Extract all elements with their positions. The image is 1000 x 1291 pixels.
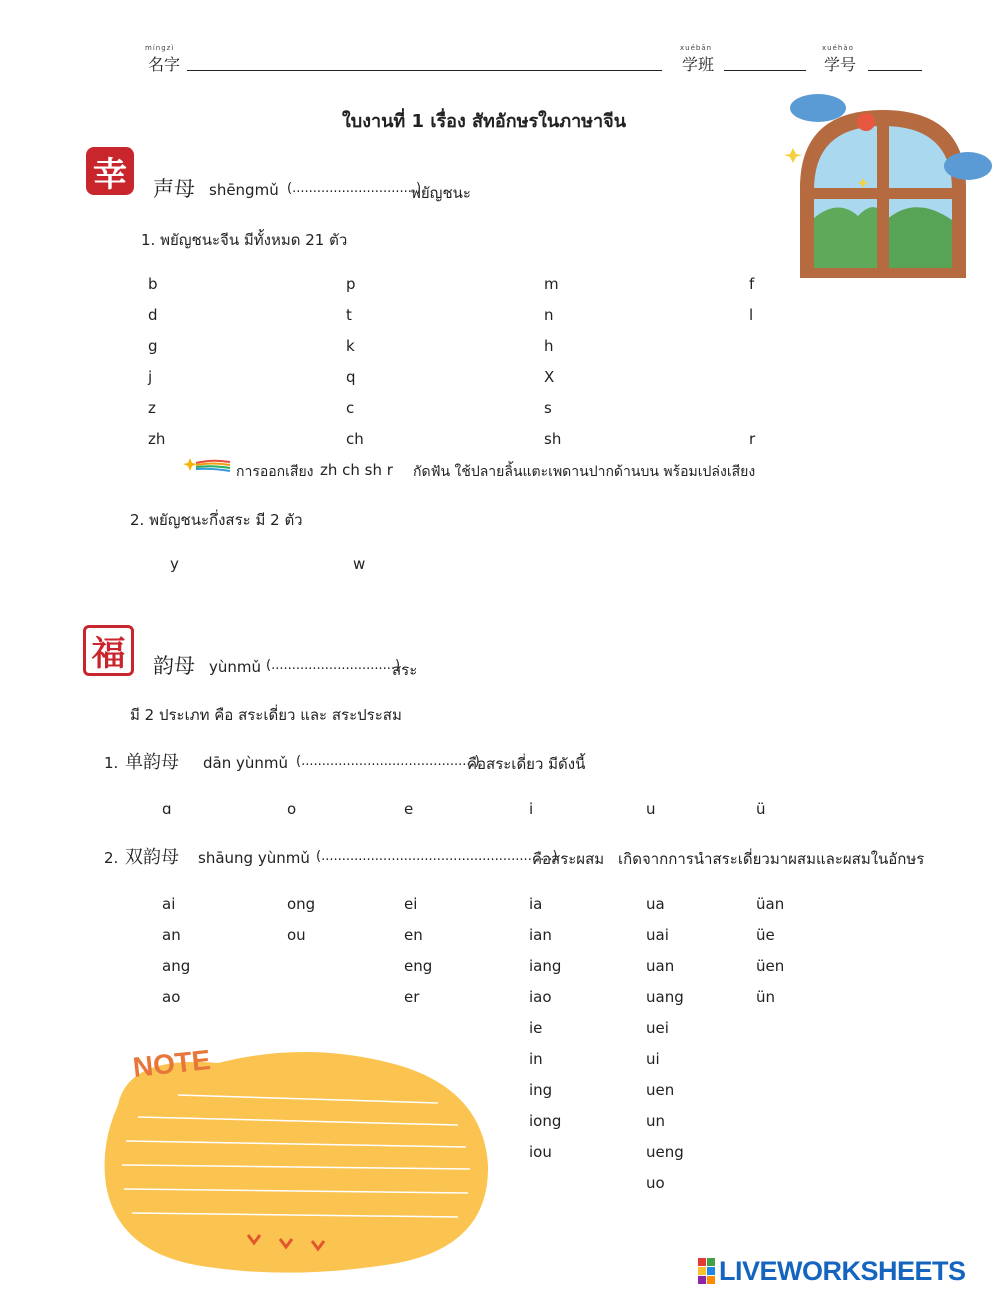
- compound-vowel: ao: [162, 988, 181, 1006]
- compound-vowel: üan: [756, 895, 785, 913]
- number-label: 学号: [824, 55, 857, 74]
- compound-vowel: ie: [529, 1019, 543, 1037]
- shengmu-chinese: 声母: [153, 177, 195, 201]
- consonant: c: [346, 399, 355, 417]
- compound-vowel: uo: [646, 1174, 665, 1192]
- yunmu-thai: สระ: [392, 661, 418, 679]
- shengmu-blank[interactable]: (..............................): [287, 181, 422, 196]
- compound-vowel: ian: [529, 926, 552, 944]
- compound-number: 2.: [104, 849, 119, 867]
- compound-vowel: in: [529, 1050, 543, 1068]
- consonant: ch: [346, 430, 364, 448]
- compound-vowel: ou: [287, 926, 306, 944]
- consonant: n: [544, 306, 554, 324]
- compound-vowel: uan: [646, 957, 675, 975]
- compound-vowel: üe: [756, 926, 775, 944]
- footer-brand: LIVEWORKSHEETS: [719, 1255, 966, 1286]
- consonant: m: [544, 275, 559, 293]
- compound-vowel: uen: [646, 1081, 675, 1099]
- name-label: 名字: [148, 55, 181, 74]
- shengmu-thai: พยัญชนะ: [411, 184, 471, 202]
- consonant: d: [148, 306, 158, 324]
- fortune-seal: 福: [83, 625, 134, 676]
- luck-seal: 幸: [86, 147, 134, 195]
- class-label: 学班: [682, 55, 715, 74]
- single-vowel: ɑ: [162, 800, 172, 818]
- compound-vowel: ia: [529, 895, 543, 913]
- compound-vowel: eng: [404, 957, 433, 975]
- yunmu-blank[interactable]: (..............................): [266, 658, 401, 673]
- compound-vowel: ing: [529, 1081, 553, 1099]
- compound-vowel: ang: [162, 957, 191, 975]
- compound-vowel: er: [404, 988, 420, 1006]
- consonant: f: [749, 275, 755, 293]
- compound-vowel: ei: [404, 895, 418, 913]
- compound-vowel: ueng: [646, 1143, 684, 1161]
- compound-pinyin: shāung yùnmǔ: [198, 849, 310, 867]
- note-card-label: NOTE: [131, 1044, 212, 1083]
- pronunciation-letters: zh ch sh r: [320, 461, 393, 479]
- compound-vowel: üen: [756, 957, 785, 975]
- question-1: 1. พยัญชนะจีน มีทั้งหมด 21 ตัว: [141, 231, 348, 249]
- compound-vowel: ua: [646, 895, 665, 913]
- liveworksheets-logo: [698, 1255, 966, 1286]
- consonant: k: [346, 337, 355, 355]
- window-illustration: [778, 88, 1000, 298]
- yunmu-pinyin: yùnmǔ: [209, 658, 262, 676]
- semivowel: y: [170, 555, 179, 573]
- compound-vowel: ün: [756, 988, 776, 1006]
- compound-vowel: en: [404, 926, 423, 944]
- single-pinyin: dān yùnmǔ: [203, 754, 288, 772]
- compound-blank[interactable]: (........................................................): [316, 849, 558, 864]
- consonant: p: [346, 275, 356, 293]
- consonant: zh: [148, 430, 166, 448]
- compound-vowel: iao: [529, 988, 552, 1006]
- question-2: 2. พยัญชนะกึ่งสระ มี 2 ตัว: [130, 511, 303, 529]
- single-vowel: u: [646, 800, 656, 818]
- semivowel: w: [353, 555, 366, 573]
- compound-vowel: iou: [529, 1143, 552, 1161]
- single-chinese: 单韵母: [125, 752, 179, 773]
- single-number: 1.: [104, 754, 119, 772]
- note-card-illustration: [98, 1035, 493, 1280]
- single-blank[interactable]: (..........................................): [296, 754, 480, 769]
- compound-chinese: 双韵母: [125, 847, 179, 868]
- pronunciation-label: การออกเสียง: [236, 464, 314, 480]
- single-vowel: o: [287, 800, 297, 818]
- compound-vowel: uei: [646, 1019, 669, 1037]
- consonant: sh: [544, 430, 562, 448]
- compound-vowel: an: [162, 926, 181, 944]
- consonant: q: [346, 368, 356, 386]
- page-title: ใบงานที่ 1 เรื่อง สัทอักษรในภาษาจีน: [342, 111, 627, 132]
- compound-vowel: uai: [646, 926, 669, 944]
- consonant: r: [749, 430, 756, 448]
- consonant: j: [148, 368, 153, 386]
- consonant: b: [148, 275, 158, 293]
- consonant: h: [544, 337, 554, 355]
- vowel-intro: มี 2 ประเภท คือ สระเดี่ยว และ สระประสม: [130, 706, 402, 724]
- compound-vowel: iong: [529, 1112, 562, 1130]
- single-vowel: e: [404, 800, 414, 818]
- name-field[interactable]: [187, 70, 662, 71]
- name-pinyin: míngzì: [145, 44, 175, 52]
- consonant: X: [544, 368, 555, 386]
- single-vowel: ü: [756, 800, 766, 818]
- shooting-star-icon: [182, 456, 232, 474]
- pronunciation-text: กัดฟัน ใช้ปลายลิ้นแตะเพดานปากด้านบน พร้อมเปล่งเสียง: [413, 464, 756, 480]
- consonant: l: [749, 306, 754, 324]
- compound-vowel: iang: [529, 957, 562, 975]
- number-pinyin: xuéhào: [822, 44, 854, 52]
- class-field[interactable]: [724, 70, 806, 71]
- class-pinyin: xuébān: [680, 44, 713, 52]
- single-thai: คือสระเดี่ยว มีดังนี้: [467, 755, 586, 773]
- single-vowel: i: [529, 800, 534, 818]
- consonant: s: [544, 399, 552, 417]
- yunmu-chinese: 韵母: [153, 654, 195, 678]
- consonant: g: [148, 337, 158, 355]
- compound-vowel: un: [646, 1112, 666, 1130]
- logo-mark-icon: [698, 1258, 715, 1284]
- shengmu-pinyin: shēngmǔ: [209, 181, 279, 199]
- consonant: z: [148, 399, 156, 417]
- consonant: t: [346, 306, 352, 324]
- number-field[interactable]: [868, 70, 922, 71]
- compound-vowel: ong: [287, 895, 316, 913]
- compound-vowel: ai: [162, 895, 176, 913]
- compound-vowel: ui: [646, 1050, 660, 1068]
- compound-vowel: uang: [646, 988, 684, 1006]
- compound-thai: คือสระผสม: [532, 850, 605, 868]
- compound-explain: เกิดจากการนำสระเดี่ยวมาผสมและผสมในอักษร: [618, 850, 925, 868]
